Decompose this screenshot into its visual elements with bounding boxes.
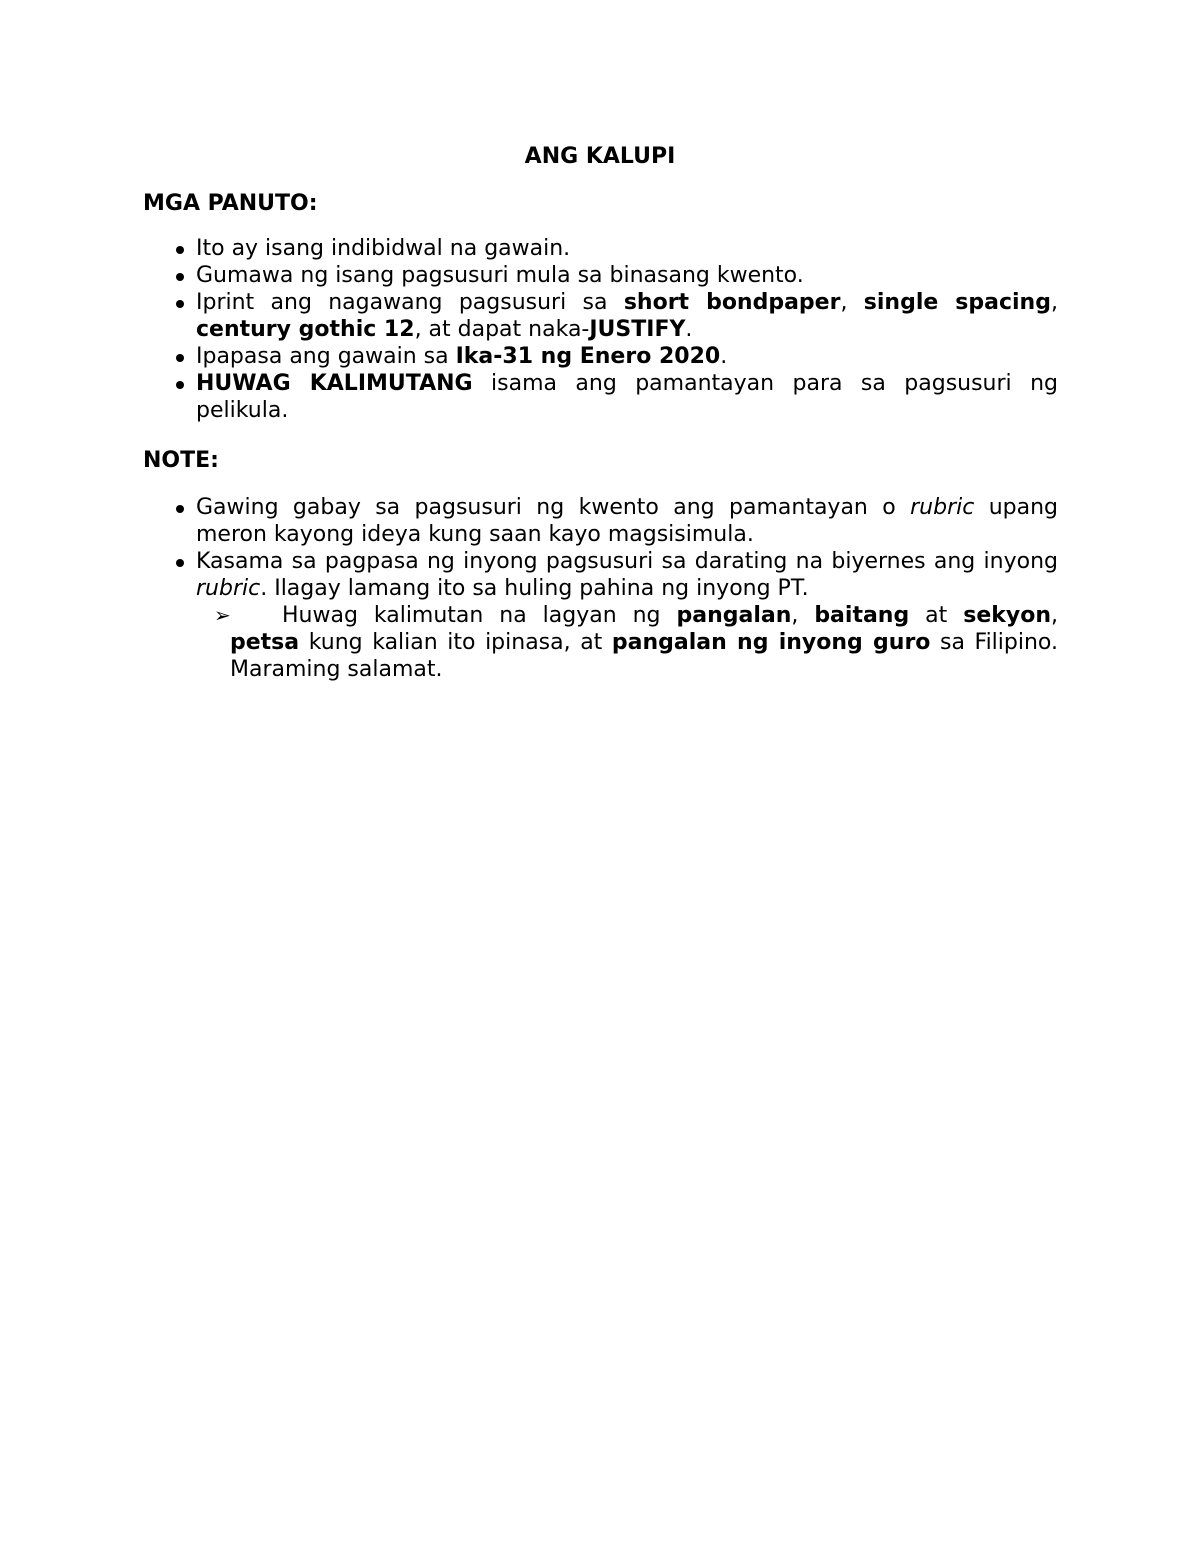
bold-text: century gothic 12 (196, 317, 415, 342)
list-item (0, 343, 1058, 370)
bullet-icon (176, 300, 184, 308)
bold-text: pangalan ng inyong guro (611, 630, 931, 655)
list-item (0, 494, 1058, 548)
list-item (0, 235, 1058, 262)
list-item-text: , at dapat naka- (414, 317, 590, 342)
bold-text: baitang (814, 603, 910, 628)
list-item-text: upang meron kayong ideya kung saan kayo magsisimula. (196, 495, 1059, 547)
list-item-text: Kasama sa pagpasa ng inyong pagsusuri sa darating na biyernes ang inyong (196, 549, 1058, 574)
document-title: ANG KALUPI (524, 144, 676, 169)
sub-item-text: , (1051, 603, 1058, 628)
italic-text: rubric (196, 576, 261, 601)
list-item-text: Ipapasa ang gawain sa (196, 344, 456, 369)
list-item (0, 262, 1058, 289)
sub-list-item (196, 602, 1058, 683)
list-item-text: Ito ay isang indibidwal na gawain. (196, 236, 571, 261)
sub-item-text: sa Filipino. Maraming salamat. (230, 630, 1058, 682)
note-heading: NOTE: (143, 448, 219, 473)
sub-item-text: kung kalian ito ipinasa, at (299, 630, 612, 655)
bullet-icon (176, 273, 184, 281)
sub-item-text: at (909, 603, 964, 628)
italic-text: rubric (910, 495, 975, 520)
list-item (0, 289, 1058, 343)
bullet-icon (176, 246, 184, 254)
list-item-text: Gawing gabay sa pagsusuri ng kwento ang pamantayan o (196, 495, 911, 520)
list-item-text: . Ilagay lamang ito sa huling pahina ng inyong PT. (260, 576, 809, 601)
list-item (0, 370, 1058, 424)
list-item (0, 548, 1058, 683)
bold-text: HUWAG KALIMUTANG (196, 371, 473, 396)
bold-text: petsa (230, 630, 300, 655)
bold-text: JUSTIFY (589, 317, 686, 342)
sub-item-text: , (791, 603, 815, 628)
sub-item-text: Huwag kalimutan na lagyan ng (282, 603, 677, 628)
bullet-icon (176, 559, 184, 567)
bold-text: single spacing (863, 290, 1051, 315)
bullet-icon (176, 354, 184, 362)
bold-text: Ika-31 ng Enero 2020 (455, 344, 721, 369)
list-item-text: , (840, 290, 864, 315)
list-item-text: . (720, 344, 728, 369)
list-item-text: . (685, 317, 693, 342)
list-item-text: isama ang pamantayan para sa pagsusuri ng pelikula. (196, 371, 1058, 423)
list-item-text: Gumawa ng isang pagsusuri mula sa binasang kwento. (196, 263, 804, 288)
bold-text: pangalan (676, 603, 792, 628)
panuto-list (0, 235, 1058, 424)
bullet-icon (176, 505, 184, 513)
note-list (0, 494, 1058, 683)
bullet-icon (176, 381, 184, 389)
list-item-text: , (1050, 290, 1058, 315)
bold-text: short bondpaper (623, 290, 841, 315)
list-item-text: Iprint ang nagawang pagsusuri sa (196, 290, 624, 315)
panuto-heading: MGA PANUTO: (143, 191, 318, 216)
arrow-bullet-icon: ➢ (214, 603, 231, 627)
bold-text: sekyon (963, 603, 1051, 628)
